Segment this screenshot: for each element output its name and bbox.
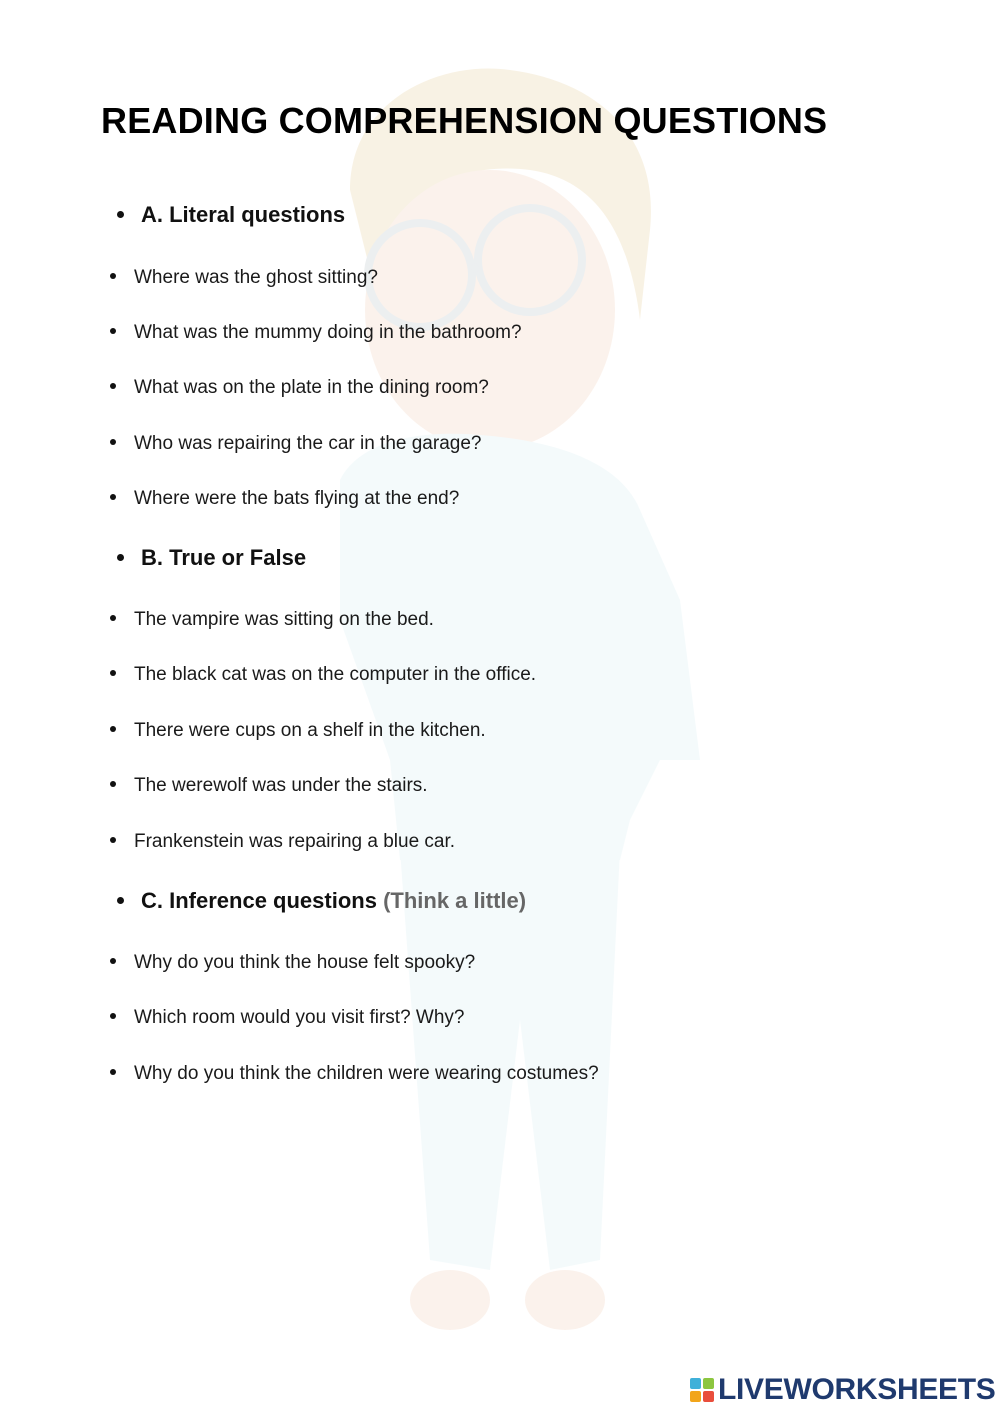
- question-item: [110, 664, 536, 686]
- question-text: Frankenstein was repairing a blue car.: [134, 831, 456, 852]
- bullet-icon: [110, 958, 116, 964]
- question-item: [110, 831, 455, 853]
- bullet-icon: [117, 211, 124, 218]
- section-heading-note: (Think a little): [383, 888, 527, 913]
- section-heading-label: B. True or False: [141, 545, 307, 570]
- bullet-icon: [117, 897, 124, 904]
- question-text: Where were the bats flying at the end?: [134, 488, 460, 509]
- question-text: Which room would you visit first? Why?: [134, 1007, 465, 1028]
- bullet-icon: [110, 1069, 116, 1075]
- liveworksheets-brand: [690, 1374, 996, 1406]
- bullet-icon: [110, 615, 116, 621]
- bullet-icon: [110, 383, 116, 389]
- section-heading-label: A. Literal questions: [141, 202, 346, 227]
- question-item: [110, 1007, 465, 1029]
- bullet-icon: [110, 781, 116, 787]
- bullet-icon: [110, 670, 116, 676]
- question-text: The vampire was sitting on the bed.: [134, 609, 434, 630]
- section-heading-true-false: [117, 545, 306, 571]
- section-heading-literal: [117, 202, 345, 228]
- question-item: [110, 720, 486, 742]
- question-item: [110, 952, 475, 974]
- question-item: [110, 433, 481, 455]
- brand-name: LIVEWORKSHEETS: [718, 1373, 996, 1406]
- bullet-icon: [117, 554, 124, 561]
- bullet-icon: [110, 273, 116, 279]
- section-heading-inference: [117, 888, 526, 914]
- bullet-icon: [110, 726, 116, 732]
- section-heading-label: C. Inference questions: [141, 888, 377, 913]
- question-text: Who was repairing the car in the garage?: [134, 433, 482, 454]
- question-text: What was on the plate in the dining room?: [134, 377, 489, 398]
- question-text: There were cups on a shelf in the kitchen.: [134, 720, 486, 741]
- question-text: Why do you think the house felt spooky?: [134, 952, 476, 973]
- bullet-icon: [110, 1013, 116, 1019]
- bullet-icon: [110, 439, 116, 445]
- question-item: [110, 322, 522, 344]
- question-item: [110, 775, 428, 797]
- question-item: [110, 488, 459, 510]
- question-item: [110, 1063, 599, 1085]
- bullet-icon: [110, 837, 116, 843]
- question-item: [110, 609, 434, 631]
- question-text: The werewolf was under the stairs.: [134, 775, 428, 796]
- question-text: What was the mummy doing in the bathroom?: [134, 322, 522, 343]
- question-item: [110, 267, 378, 289]
- question-item: [110, 377, 489, 399]
- bullet-icon: [110, 494, 116, 500]
- bullet-icon: [110, 328, 116, 334]
- page-title: READING COMPREHENSION QUESTIONS: [101, 100, 828, 141]
- question-text: Where was the ghost sitting?: [134, 267, 378, 288]
- question-text: Why do you think the children were wearing costumes?: [134, 1063, 599, 1084]
- liveworksheets-logo-icon: [690, 1378, 714, 1402]
- question-text: The black cat was on the computer in the office.: [134, 664, 537, 685]
